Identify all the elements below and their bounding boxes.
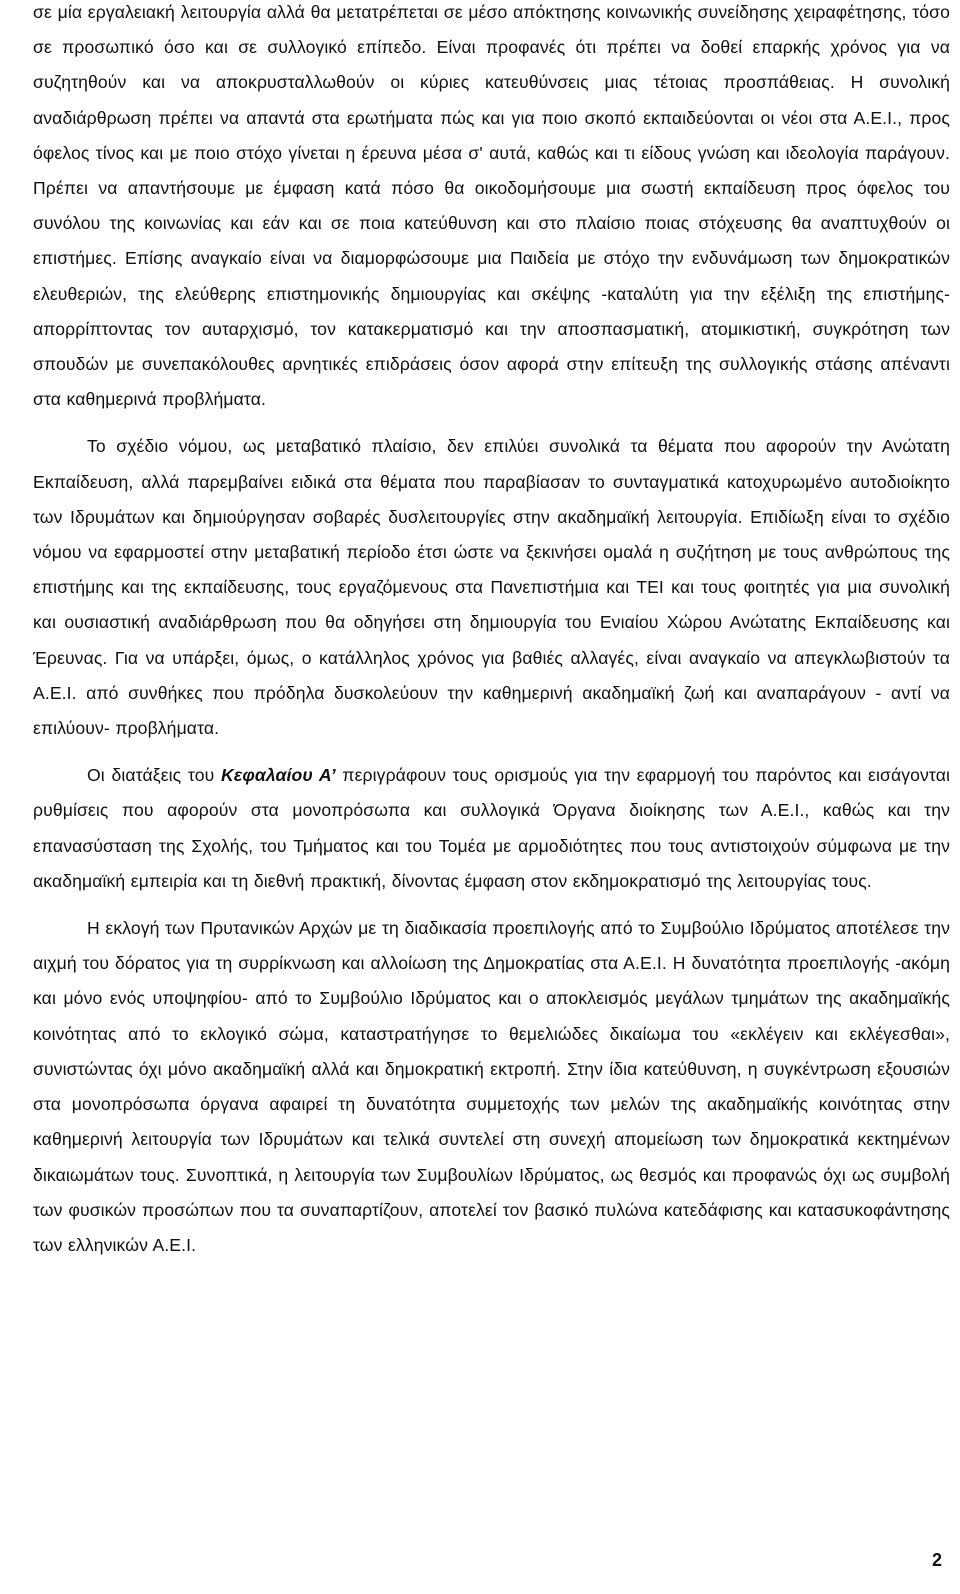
paragraph-3-after-text: περιγράφουν τους ορισμούς για την εφαρμογή του παρόντος και εισάγονται ρυθμίσεις που αφορούν στα μονοπρόσωπα και συλλογικά Όργανα διοίκησης των Α.Ε.Ι., καθώς και την επανασύσταση της Σχολής, του Τμήματος και του Τομέα με αρμοδιότητες που τους αντιστοιχούν σύμφωνα με την ακαδημαϊκή εμπειρία και τη διεθνή πρακτική, δίνοντας έμφαση στον εκδημοκρατισμό της λειτουργίας τους. <box>33 765 950 891</box>
page-number: 2 <box>931 1550 942 1570</box>
paragraph-1: σε μία εργαλειακή λειτουργία αλλά θα μετατρέπεται σε μέσο απόκτησης κοινωνικής συνείδησης χειραφέτησης, τόσο σε προσωπικό όσο και σε συλλογικό επίπεδο. Είναι προφανές ότι πρέπει να δοθεί επαρκής χρόνος για να συζητηθούν και να αποκρυσταλλωθούν οι κύριες κατευθύνσεις μιας τέτοιας προσπάθειας. Η συνολική αναδιάρθρωση πρέπει να απαντά στα ερωτήματα πώς και για ποιο σκοπό εκπαιδεύονται οι νέοι στα Α.Ε.Ι., προς όφελος τίνος και με ποιο στόχο γίνεται η έρευνα μέσα σ' αυτά, καθώς και τι είδους γνώση και ιδεολογία παράγουν. Πρέπει να απαντήσουμε με έμφαση κατά πόσο θα οικοδομήσουμε μια σωστή εκπαίδευση προς όφελος του συνόλου της κοινωνίας και εάν και σε ποια κατεύθυνση και στο πλαίσιο ποιας στόχευσης θα αναπτυχθούν οι επιστήμες. Επίσης αναγκαίο είναι να διαμορφώσουμε μια Παιδεία με στόχο την ενδυνάμωση των δημοκρατικών ελευθεριών, της ελεύθερης επιστημονικής δημιουργίας και σκέψης -καταλύτη για την εξέλιξη της επιστήμης- απορρίπτοντας τον αυταρχισμό, τον κατακερματισμό και την αποσπασματική, ατομικιστική, συγκρότηση των σπουδών με συνεπακόλουθες αρνητικές επιδράσεις όσον αφορά στην επίτευξη της συλλογικής στάσης απέναντι στα καθημερινά προβλήματα. <box>33 2 950 410</box>
paragraph-3 <box>33 758 950 899</box>
chapter-a-emphasis: Κεφαλαίου Α’ <box>221 765 336 786</box>
paragraph-4: Η εκλογή των Πρυτανικών Αρχών με τη διαδικασία προεπιλογής από το Συμβούλιο Ιδρύματος αποτέλεσε την αιχμή του δόρατος για τη συρρίκνωση και αλλοίωση της Δημοκρατίας στα Α.Ε.Ι. Η δυνατότητα προεπιλογής -ακόμη και μόνο ενός υποψηφίου- από το Συμβούλιο Ιδρύματος και ο αποκλεισμός μεγάλων τμημάτων της ακαδημαϊκής κοινότητας από το εκλογικό σώμα, καταστρατήγησε το θεμελιώδες δικαίωμα του «εκλέγειν και εκλέγεσθαι», συνιστώντας όχι μόνο ακαδημαϊκή αλλά και δημοκρατική εκτροπή. Στην ίδια κατεύθυνση, η συγκέντρωση εξουσιών στα μονοπρόσωπα όργανα αφαιρεί τη δυνατότητα συμμετοχής των μελών της ακαδημαϊκής κοινότητας στην καθημερινή λειτουργία των Ιδρυμάτων και τελικά συντελεί στη συνεχή απομείωση των δημοκρατικά κεκτημένων δικαιωμάτων τους. Συνοπτικά, η λειτουργία των Συμβουλίων Ιδρύματος, ως θεσμός και προφανώς όχι ως συμβολή των φυσικών προσώπων που τα συναπαρτίζουν, αποτελεί τον βασικό πυλώνα κατεδάφισης και κατασυκοφάντησης των ελληνικών Α.Ε.Ι. <box>33 918 950 1255</box>
paragraph-2: Το σχέδιο νόμου, ως μεταβατικό πλαίσιο, δεν επιλύει συνολικά τα θέματα που αφορούν την Ανώτατη Εκπαίδευση, αλλά παρεμβαίνει ειδικά στα θέματα που παραβίασαν το συνταγματικά κατοχυρωμένο αυτοδιοίκητο των Ιδρυμάτων και δημιούργησαν σοβαρές δυσλειτουργίες στην ακαδημαϊκή λειτουργία. Επιδίωξη είναι το σχέδιο νόμου να εφαρμοστεί στην μεταβατική περίοδο έτσι ώστε να ξεκινήσει ομαλά η συζήτηση με τους ανθρώπους της επιστήμης και της εκπαίδευσης, τους εργαζόμενους στα Πανεπιστήμια και ΤΕΙ και τους φοιτητές για μια συνολική και ουσιαστική αναδιάρθρωση που θα οδηγήσει στη δημιουργία του Ενιαίου Χώρου Ανώτατης Εκπαίδευσης και Έρευνας. Για να υπάρξει, όμως, ο κατάλληλος χρόνος για βαθιές αλλαγές, είναι αναγκαίο να απεγκλωβιστούν τα Α.Ε.Ι. από συνθήκες που πρόδηλα δυσκολεύουν την καθημερινή ακαδημαϊκή ζωή και αναπαράγουν - αντί να επιλύουν- προβλήματα. <box>33 436 950 739</box>
paragraph-3-before-text: Οι διατάξεις του <box>87 765 222 786</box>
